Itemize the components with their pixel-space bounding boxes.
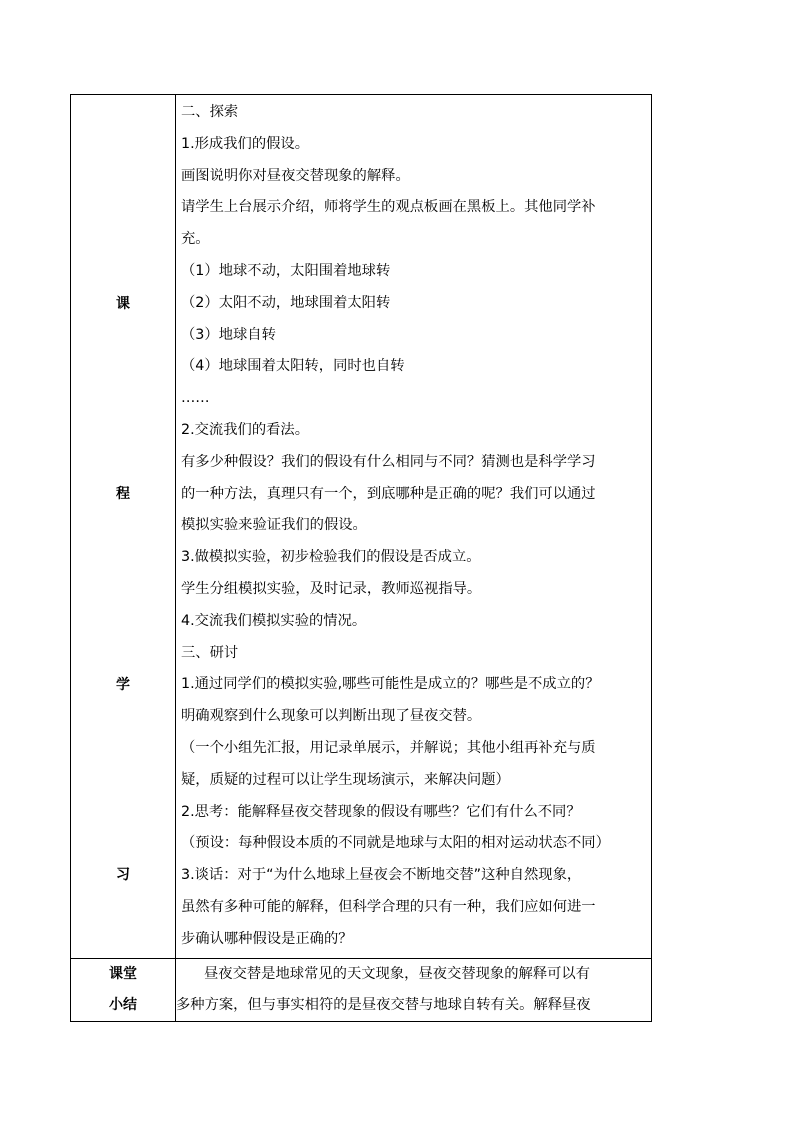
summary-line: 昼夜交替是地球常见的天文现象，昼夜交替现象的解释可以有 — [204, 965, 591, 982]
summary-row — [71, 958, 652, 1021]
content-line: 充。 — [181, 231, 210, 248]
content-line: 3.谈话：对于“为什么地球上昼夜会不断地交替”这种自然现象， — [181, 867, 582, 884]
content-line: 疑，质疑的过程可以让学生现场演示，来解决问题） — [181, 771, 510, 788]
label-char-ke: 课 — [116, 296, 130, 312]
label-char-xi: 习 — [116, 867, 130, 883]
process-row — [71, 95, 652, 959]
content-line: 虽然有多种可能的解释，但科学合理的只有一种，我们应如何进一 — [181, 898, 596, 915]
hypothesis-item: （3）地球自转 — [181, 326, 276, 343]
process-content — [176, 95, 651, 958]
content-line: （预设：每种假设本质的不同就是地球与太阳的相对运动状态不同） — [181, 835, 610, 852]
process-content-cell — [176, 95, 652, 959]
content-line: （一个小组先汇报，用记录单展示，并解说；其他小组再补充与质 — [181, 739, 596, 756]
content-line: 1.形成我们的假设。 — [181, 135, 310, 152]
content-line: 画图说明你对昼夜交替现象的解释。 — [181, 167, 410, 184]
section-heading-discuss: 三、研讨 — [181, 644, 239, 661]
summary-label-line1: 课堂 — [109, 965, 137, 982]
content-line: 有多少种假设？我们的假设有什么相同与不同？猜测也是科学学习 — [181, 453, 596, 470]
hypothesis-item: （2）太阳不动，地球围着太阳转 — [181, 294, 391, 311]
summary-label-line2: 小结 — [109, 996, 137, 1013]
ellipsis-line: …… — [181, 390, 210, 407]
content-line: 模拟实验来验证我们的假设。 — [181, 517, 367, 534]
label-char-xue: 学 — [116, 677, 130, 693]
content-line: 学生分组模拟实验，及时记录，教师巡视指导。 — [181, 580, 482, 597]
content-line: 1.通过同学们的模拟实验,哪些可能性是成立的？哪些是不成立的？ — [181, 676, 600, 693]
summary-label-cell — [71, 958, 176, 1021]
process-label-cell — [71, 95, 176, 959]
content-line: 的一种方法，真理只有一个，到底哪种是正确的呢？我们可以通过 — [181, 485, 596, 502]
content-line: 步确认哪种假设是正确的？ — [181, 930, 353, 947]
summary-content-cell — [176, 958, 652, 1021]
content-line: 2.思考：能解释昼夜交替现象的假设有哪些？它们有什么不同？ — [181, 803, 581, 820]
content-line: 2.交流我们的看法。 — [181, 421, 310, 438]
content-line: 3.做模拟实验，初步检验我们的假设是否成立。 — [181, 549, 481, 566]
hypothesis-item: （4）地球围着太阳转，同时也自转 — [181, 358, 405, 375]
summary-line: 多种方案，但与事实相符的是昼夜交替与地球自转有关。解释昼夜 — [176, 996, 591, 1013]
content-line: 明确观察到什么现象可以判断出现了昼夜交替。 — [181, 708, 482, 725]
lesson-plan-table — [70, 94, 652, 1022]
content-line: 请学生上台展示介绍，师将学生的观点板画在黑板上。其他同学补 — [181, 199, 596, 216]
section-heading-explore: 二、探索 — [181, 104, 239, 120]
label-char-cheng: 程 — [116, 486, 130, 502]
content-line: 4.交流我们模拟实验的情况。 — [181, 612, 367, 629]
hypothesis-item: （1）地球不动，太阳围着地球转 — [181, 262, 391, 279]
